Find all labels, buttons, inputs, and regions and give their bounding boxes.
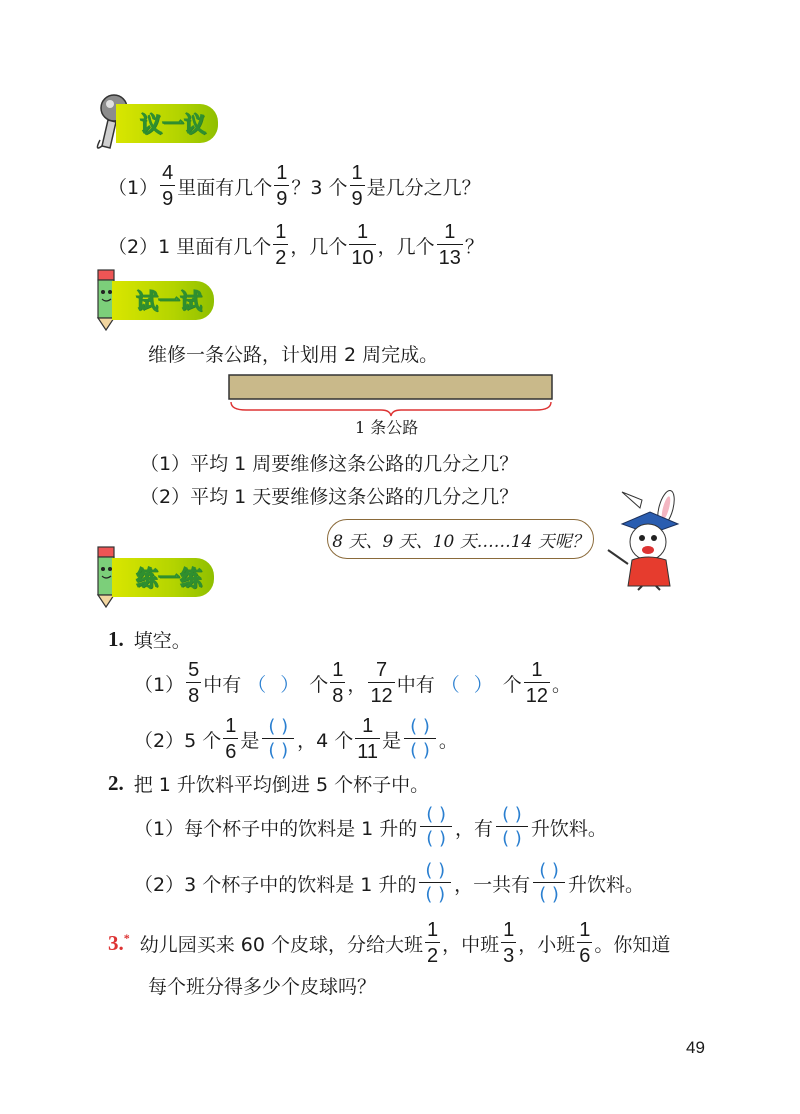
- bubble-text: 8 天、9 天、10 天……14 天呢？: [332, 531, 589, 552]
- fraction: $\frac{5}{8}$: [188, 659, 200, 707]
- fraction: $\frac{1}{8}$: [332, 659, 344, 707]
- answer-blank[interactable]: （ ）: [247, 673, 304, 696]
- fraction: $\frac{1}{9}$: [351, 162, 363, 210]
- text: 填空。: [133, 630, 191, 652]
- try-question-2: （2）平均 1 天要维修这条公路的几分之几？: [140, 486, 519, 508]
- problem-number: 2.: [108, 771, 124, 795]
- text: 升饮料。: [567, 873, 644, 896]
- fraction: $\frac{1}{10}$: [351, 221, 374, 269]
- text: 把 1 升饮料平均倒进 5 个杯子中。: [133, 774, 430, 796]
- text: ，中班: [442, 933, 500, 956]
- discuss-heading: [88, 92, 218, 154]
- fraction: $\frac{1}{9}$: [276, 162, 288, 210]
- text: ？: [464, 235, 484, 258]
- problem-1-title: [108, 626, 191, 653]
- fraction: $\frac{1}{13}$: [438, 221, 461, 269]
- text: 中有: [203, 673, 242, 696]
- try-heading: [86, 268, 214, 332]
- problem-2b: [134, 862, 644, 904]
- road-label: 1 条公路: [355, 418, 419, 437]
- answer-fraction-blank[interactable]: ( ) ( ): [404, 718, 436, 760]
- fraction: $\frac{1}{3}$: [503, 919, 515, 967]
- page-number: 49: [686, 1038, 705, 1057]
- text: ？3 个: [291, 176, 348, 199]
- fraction: $\frac{1}{12}$: [525, 659, 549, 707]
- fraction: $\frac{1}{6}$: [225, 715, 237, 763]
- fraction: $\frac{7}{12}$: [370, 659, 393, 707]
- text: ，几个: [377, 235, 435, 258]
- text: 是: [382, 729, 402, 752]
- question-label: （1）: [134, 673, 185, 696]
- answer-fraction-blank[interactable]: ( ) ( ): [262, 718, 294, 760]
- question-label: （1）: [108, 176, 159, 199]
- answer-fraction-blank[interactable]: ( ) ( ): [420, 806, 452, 848]
- text: 个: [309, 673, 329, 696]
- text: 。: [438, 729, 458, 752]
- text: 中有: [396, 673, 435, 696]
- text: 升饮料。: [530, 817, 607, 840]
- text: 幼儿园买来 60 个皮球，分给大班: [139, 933, 424, 956]
- text: ，4 个: [297, 729, 354, 752]
- practice-heading: [86, 545, 214, 609]
- text: 每个杯子中的饮料是 1 升的: [184, 817, 418, 840]
- question-label: （2）: [134, 729, 185, 752]
- text: ，: [347, 673, 367, 696]
- problem-2-title: [108, 770, 429, 797]
- problem-3-line-2: 每个班分得多少个皮球吗？: [148, 976, 377, 998]
- text: ，几个: [290, 235, 348, 258]
- answer-fraction-blank[interactable]: ( ) ( ): [419, 862, 451, 904]
- speech-bubble: [327, 519, 594, 559]
- text: 个: [502, 673, 522, 696]
- answer-fraction-blank[interactable]: ( ) ( ): [533, 862, 565, 904]
- text: ，小班: [518, 933, 576, 956]
- practice-title: 练一练: [112, 558, 214, 597]
- question-label: （1）: [134, 817, 185, 840]
- bunny-mascot-icon: [600, 490, 700, 592]
- problem-number: 1.: [108, 627, 124, 651]
- problem-3: [108, 920, 670, 966]
- try-question-1: （1）平均 1 周要维修这条公路的几分之几？: [140, 453, 519, 475]
- problem-number: 3.*: [108, 930, 130, 955]
- fraction: $\frac{1}{11}$: [357, 715, 379, 763]
- road-brace: [231, 402, 551, 416]
- discuss-question-2: [108, 222, 484, 268]
- answer-blank[interactable]: （ ）: [440, 673, 497, 696]
- answer-fraction-blank[interactable]: ( ) ( ): [496, 806, 528, 848]
- text: 里面有几个: [177, 176, 273, 199]
- problem-2a: [134, 806, 607, 848]
- fraction: $\frac{1}{2}$: [427, 919, 439, 967]
- fraction: $\frac{1}{2}$: [275, 221, 287, 269]
- text: 1 里面有几个: [158, 235, 272, 258]
- text: 3 个杯子中的饮料是 1 升的: [184, 873, 417, 896]
- try-intro: 维修一条公路，计划用 2 周完成。: [148, 344, 439, 366]
- problem-1a: [134, 660, 571, 706]
- problem-1b: [134, 716, 458, 762]
- text: 是: [240, 729, 260, 752]
- question-label: （2）: [134, 873, 185, 896]
- road-bar: [229, 375, 552, 399]
- text: ，有: [455, 817, 494, 840]
- discuss-title: 议一议: [116, 104, 218, 143]
- text: 5 个: [184, 729, 222, 752]
- fraction: $\frac{1}{6}$: [579, 919, 591, 967]
- fraction: $\frac{4}{9}$: [162, 162, 174, 210]
- text: ，一共有: [454, 873, 531, 896]
- text: 。你知道: [594, 933, 671, 956]
- try-title: 试一试: [112, 281, 214, 320]
- text: 是几分之几？: [366, 176, 481, 199]
- text: 。: [552, 673, 572, 696]
- discuss-question-1: [108, 163, 481, 209]
- question-label: （2）: [108, 235, 159, 258]
